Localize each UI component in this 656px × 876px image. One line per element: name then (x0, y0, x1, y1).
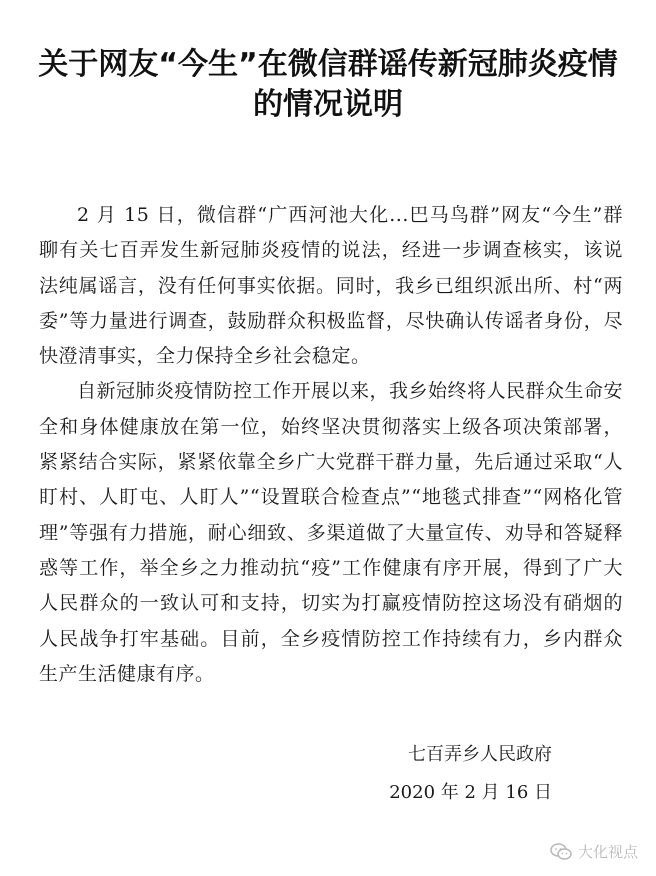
paragraph-1: 2 月 15 日，微信群“广西河池大化...巴马鸟群”网友“今生”群聊有关七百弄发生新冠肺炎疫情的说法，经进一步调查核实，该说法纯属谣言，没有任何事实依据。同时，我乡已组织派出所、村“两委”等力量进行调查，鼓励群众积极监督，尽快确认传谣者身份，尽快澄清事实，全力保持全乡社会稳定。 (39, 204, 623, 368)
document-body (39, 198, 623, 692)
watermark-text: 大化视点 (577, 843, 638, 861)
signature-organization: 七百弄乡人民政府 (408, 744, 552, 765)
signature-date: 2020 年 2 月 16 日 (389, 782, 552, 803)
watermark (550, 841, 638, 862)
document-title-line-1: 关于网友“今生”在微信群谣传新冠肺炎疫情 (38, 47, 618, 82)
wechat-icon (550, 843, 572, 861)
document-title-line-2: 的情况说明 (253, 87, 403, 122)
signature-block (389, 736, 552, 812)
paragraph-2: 自新冠肺炎疫情防控工作开展以来，我乡始终将人民群众生命安全和身体健康放在第一位，始终坚决贯彻落实上级各项决策部署，紧紧结合实际，紧紧依靠全乡广大党群干群力量，先后通过采取“人盯村、人盯屯、人盯人”“设置联合检查点”“地毯式排查”“网格化管理”等强有力措施，耐心细致、多渠道做了大量宣传、劝导和答疑释惑等工作，举全乡之力推动抗“疫”工作健康有序开展，得到了广大人民群众的一致认可和支持，切实为打赢疫情防控这场没有硝烟的人民战争打牢基础。目前，全乡疫情防控工作持续有力，乡内群众生产生活健康有序。 (39, 380, 624, 685)
